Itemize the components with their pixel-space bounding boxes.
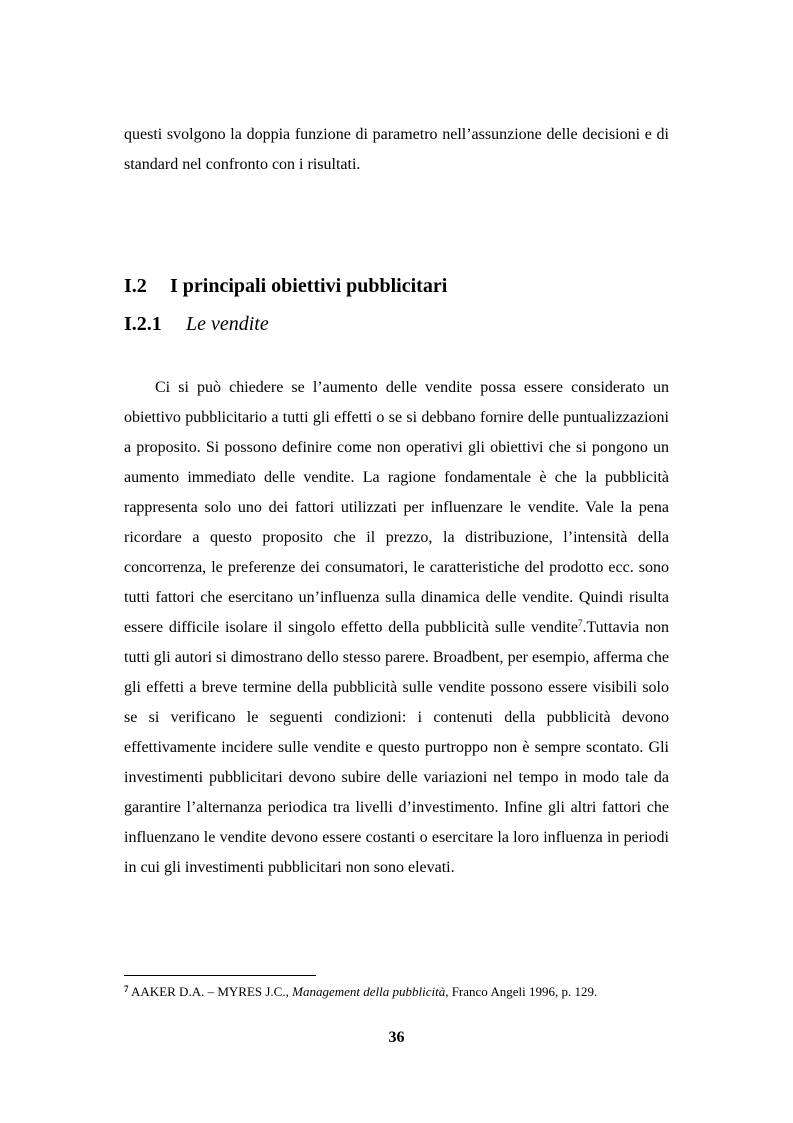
footnote-reference[interactable]: 7 [577, 618, 583, 628]
footnote-number: 7 [124, 984, 129, 994]
section-title: I principali obiettivi pubblicitari [170, 275, 448, 297]
footnote-separator [124, 975, 316, 976]
subsection-heading [124, 313, 269, 336]
section-heading [124, 275, 447, 298]
subsection-number: I.2.1 [124, 313, 162, 335]
page-number: 36 [388, 1029, 405, 1046]
body-paragraph-part1: Ci si può chiedere se l’aumento delle vendite possa essere considerato un obiettivo pubblicitario a tutti gli effetti o se si debbano fornire delle puntualizzazioni a proposito. Si possono definire come non operativi gli obiettivi che si pongono un aumento immediato delle vendite. La ragione fondamentale è che la pubblicità rappresenta solo uno dei fattori utilizzati per influenzare le vendite. Vale la pena ricordare a questo proposito che il prezzo, la distribuzione, l’intensità della concorrenza, le preferenze dei consumatori, le caratteristiche del prodotto ecc. sono tutti fattori che esercitano un’influenza sulla dinamica delle vendite. Quindi risulta essere difficile isolare il singolo effetto della pubblicità sulle vendite [124, 379, 669, 636]
section-number: I.2 [124, 275, 147, 297]
footnote-book-title: Management della pubblicità [292, 984, 446, 999]
footnote-publication: , Franco Angeli 1996, p. 129. [445, 984, 598, 999]
subsection-title: Le vendite [186, 313, 269, 335]
footnote [124, 984, 669, 1000]
body-paragraph-part2: .Tuttavia non tutti gli autori si dimostrano dello stesso parere. Broadbent, per esempio, afferma che gli effetti a breve termine della pubblicità sulle vendite possono essere visibili solo se si verificano le seguenti condizioni: i contenuti della pubblicità devono effettivamente incidere sulle vendite e questo purtroppo non è sempre scontato. Gli investimenti pubblicitari devono subire delle variazioni nel tempo in modo tale da garantire l’alternanza periodica tra livelli d’investimento. Infine gli altri fattori che influenzano le vendite devono essere costanti o esercitare la loro influenza in periodi in cui gli investimenti pubblicitari non sono elevati. [124, 619, 669, 876]
body-paragraph [124, 373, 669, 883]
intro-paragraph: questi svolgono la doppia funzione di parametro nell’assunzione delle decisioni e di standard nel confronto con i risultati. [124, 126, 669, 173]
footnote-authors: AAKER D.A. – MYRES J.C., [128, 984, 293, 999]
